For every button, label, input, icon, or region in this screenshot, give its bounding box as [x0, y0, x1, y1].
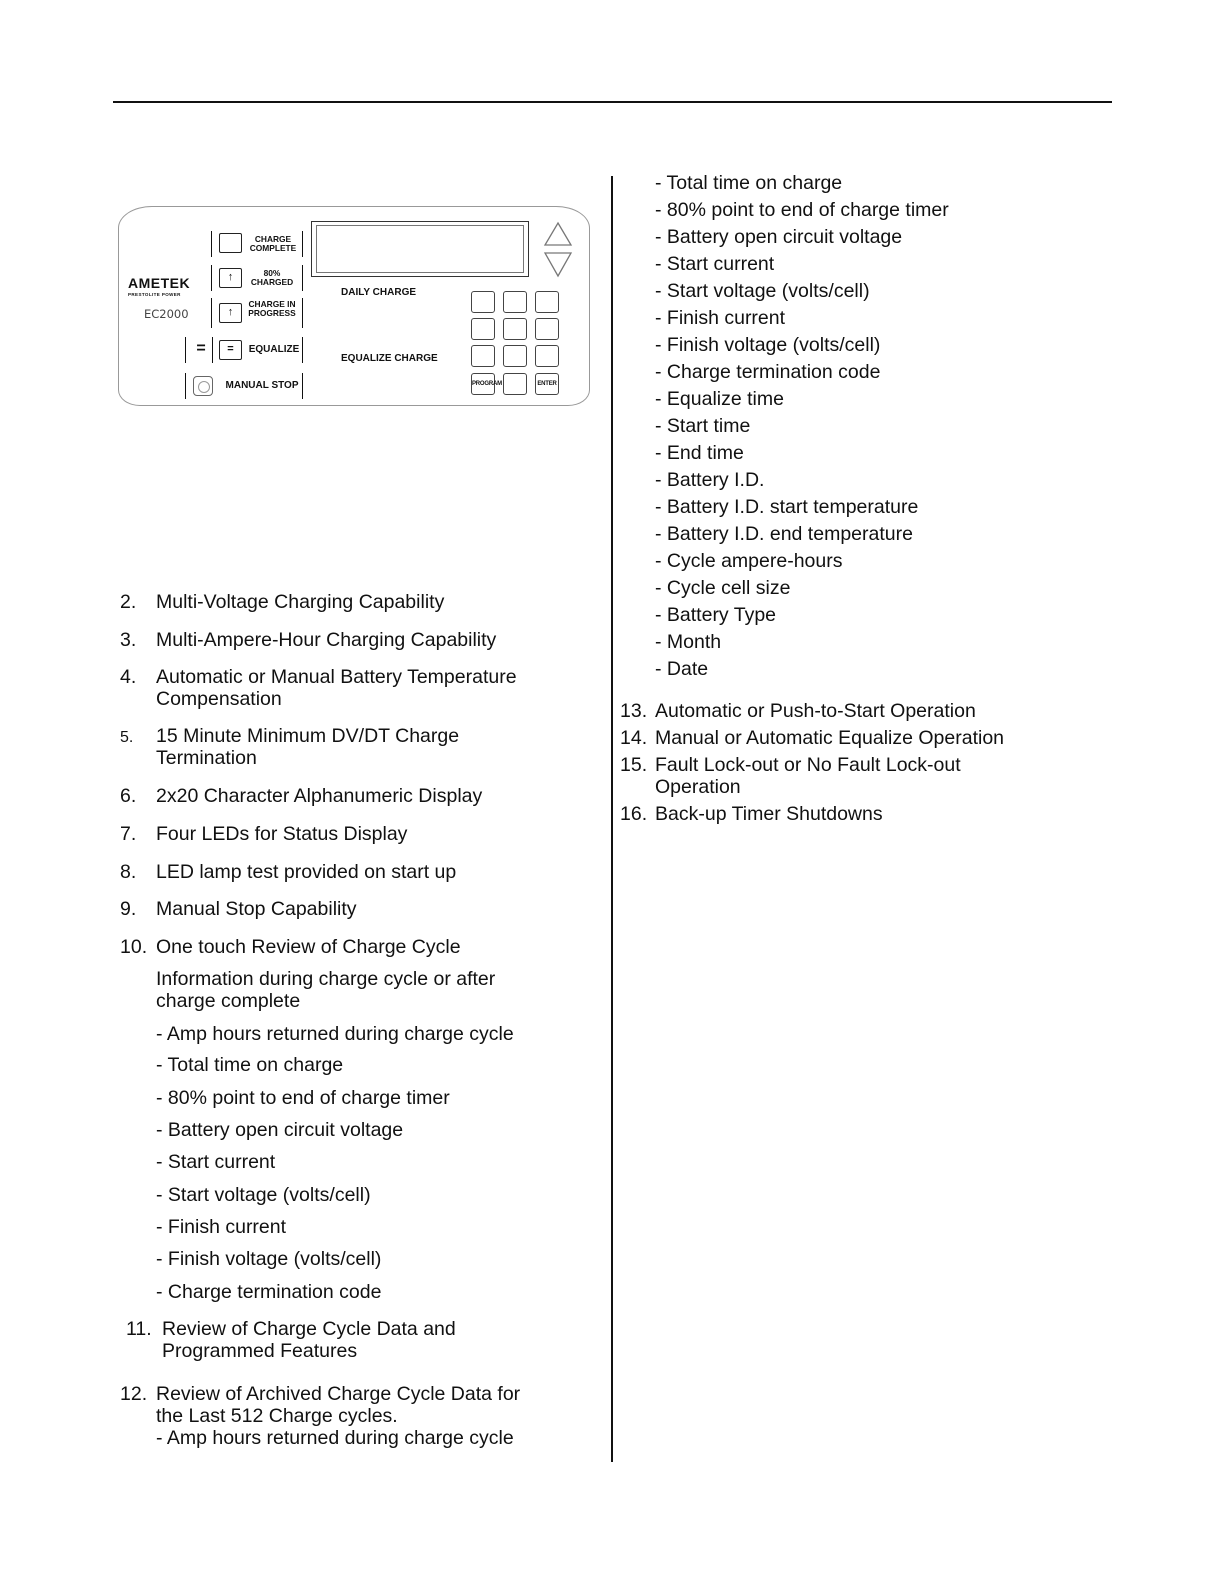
- manual-stop-label: MANUAL STOP: [225, 380, 299, 391]
- list-item-text: Four LEDs for Status Display: [156, 823, 408, 845]
- keypad-key[interactable]: [471, 318, 495, 340]
- sub-bullet-item: - Battery I.D. end temperature: [655, 523, 913, 545]
- keypad-key[interactable]: [535, 291, 559, 313]
- sub-bullet-item: - Start current: [655, 253, 775, 275]
- keypad-key[interactable]: [503, 373, 527, 395]
- program-key[interactable]: PROGRAM: [471, 373, 495, 395]
- led-80-charged-label: 80% CHARGED: [250, 268, 294, 287]
- list-number: 8.: [120, 861, 137, 883]
- sub-bullet-item: - Month: [655, 631, 722, 653]
- sub-bullet-item: - Charge termination code: [156, 1281, 382, 1303]
- keypad-key[interactable]: [535, 318, 559, 340]
- list-item-text: - Amp hours returned during charge cycle: [156, 1427, 514, 1449]
- sub-bullet-item: - Finish voltage (volts/cell): [156, 1248, 382, 1270]
- list-item-text: Review of Charge Cycle Data and: [162, 1318, 456, 1340]
- list-item-text: LED lamp test provided on start up: [156, 861, 457, 883]
- list-item-text: 2x20 Character Alphanumeric Display: [156, 785, 483, 807]
- list-number: 15.: [620, 754, 648, 776]
- column-divider: [611, 176, 613, 1462]
- list-number: 10.: [120, 936, 148, 958]
- sub-bullet-item: - Start voltage (volts/cell): [156, 1184, 371, 1206]
- list-item-text: 15 Minute Minimum DV/DT Charge: [156, 725, 460, 747]
- sub-bullet-item: - End time: [655, 442, 744, 464]
- keypad-key[interactable]: [471, 291, 495, 313]
- led-frame-charge-in-progress: [211, 298, 303, 328]
- list-item-text: Automatic or Push-to-Start Operation: [655, 700, 976, 722]
- manual-stop-button[interactable]: [193, 376, 213, 396]
- keypad-key[interactable]: [503, 291, 527, 313]
- charger-control-panel: [118, 206, 590, 406]
- header-rule: [113, 101, 1112, 103]
- sub-bullet-item: - Battery I.D. start temperature: [655, 496, 919, 518]
- list-item-text: the Last 512 Charge cycles.: [156, 1405, 398, 1427]
- list-item-text: Back-up Timer Shutdowns: [655, 803, 883, 825]
- list-number: 12.: [120, 1383, 148, 1405]
- list-item-text: Operation: [655, 776, 741, 798]
- list-number: 7.: [120, 823, 137, 845]
- list-number: 16.: [620, 803, 648, 825]
- sub-bullet-item: - Amp hours returned during charge cycle: [156, 1023, 514, 1045]
- led-frame-charge-complete: [211, 231, 303, 257]
- list-number: 6.: [120, 785, 137, 807]
- list-item-text: Termination: [156, 747, 257, 769]
- led-frame-80-charged: [211, 265, 303, 291]
- list-item-text: Programmed Features: [162, 1340, 358, 1362]
- up-down-arrow-icon[interactable]: [543, 221, 573, 279]
- sub-bullet-item: - 80% point to end of charge timer: [655, 199, 949, 221]
- brand-subtitle: PRESTOLITE POWER: [128, 292, 181, 297]
- sub-bullet-item: - Finish current: [655, 307, 786, 329]
- led-charge-complete: [219, 233, 242, 253]
- list-item-text: Manual or Automatic Equalize Operation: [655, 727, 1005, 749]
- daily-charge-label: DAILY CHARGE: [341, 287, 417, 298]
- sub-bullet-item: - Start voltage (volts/cell): [655, 280, 870, 302]
- equalize-frame: [185, 337, 303, 363]
- led-charge-in-progress: ↑: [219, 303, 242, 323]
- sub-bullet-item: - Date: [655, 658, 709, 680]
- item10-info-line: Information during charge cycle or after: [156, 968, 496, 990]
- list-number: 5.: [120, 729, 134, 746]
- list-item-text: Review of Archived Charge Cycle Data for: [156, 1383, 521, 1405]
- item10-info-line: charge complete: [156, 990, 301, 1012]
- equalize-led: =: [219, 340, 242, 360]
- equalize-indicator: =: [196, 340, 206, 357]
- list-number: 14.: [620, 727, 648, 749]
- list-number: 13.: [620, 700, 648, 722]
- sub-bullet-item: - Finish current: [156, 1216, 287, 1238]
- list-item-text: Manual Stop Capability: [156, 898, 357, 920]
- sub-bullet-item: - Charge termination code: [655, 361, 881, 383]
- brand-logo: AMETEK: [128, 275, 191, 291]
- sub-bullet-item: - Battery open circuit voltage: [655, 226, 903, 248]
- keypad-key[interactable]: [503, 345, 527, 367]
- equalize-charge-label: EQUALIZE CHARGE: [341, 353, 438, 364]
- lcd-display: [311, 221, 529, 277]
- sub-bullet-item: - Battery I.D.: [655, 469, 765, 491]
- list-item-text: Automatic or Manual Battery Temperature: [156, 666, 517, 688]
- list-item-text: Fault Lock-out or No Fault Lock-out: [655, 754, 961, 776]
- list-number: 3.: [120, 629, 137, 651]
- equalize-label: EQUALIZE: [248, 344, 300, 355]
- sub-bullet-item: - 80% point to end of charge timer: [156, 1087, 450, 1109]
- sub-bullet-item: - Battery Type: [655, 604, 777, 626]
- sub-bullet-item: - Cycle cell size: [655, 577, 791, 599]
- list-item-text: One touch Review of Charge Cycle: [156, 936, 461, 958]
- sub-bullet-item: - Finish voltage (volts/cell): [655, 334, 881, 356]
- list-number: 9.: [120, 898, 137, 920]
- enter-key[interactable]: ENTER: [535, 373, 559, 395]
- list-number: 2.: [120, 591, 137, 613]
- model-label: EC2000: [144, 307, 189, 321]
- led-charge-complete-label: CHARGE COMPLETE: [249, 234, 297, 253]
- list-number: 4.: [120, 666, 137, 688]
- list-item-text: Multi-Ampere-Hour Charging Capability: [156, 629, 497, 651]
- sub-bullet-item: - Total time on charge: [156, 1054, 344, 1076]
- list-item-text: Multi-Voltage Charging Capability: [156, 591, 445, 613]
- sub-bullet-item: - Total time on charge: [655, 172, 843, 194]
- keypad-key[interactable]: [503, 318, 527, 340]
- led-80-charged: ↑: [219, 268, 242, 288]
- sub-bullet-item: - Equalize time: [655, 388, 784, 410]
- sub-bullet-item: - Battery open circuit voltage: [156, 1119, 404, 1141]
- sub-bullet-item: - Cycle ampere-hours: [655, 550, 843, 572]
- list-number: 11.: [126, 1318, 152, 1340]
- led-charge-in-progress-label: CHARGE IN PROGRESS: [248, 299, 296, 318]
- manual-stop-frame[interactable]: [185, 373, 303, 399]
- keypad-key[interactable]: [471, 345, 495, 367]
- list-item-text: Compensation: [156, 688, 282, 710]
- sub-bullet-item: - Start current: [156, 1151, 276, 1173]
- keypad-key[interactable]: [535, 345, 559, 367]
- sub-bullet-item: - Start time: [655, 415, 751, 437]
